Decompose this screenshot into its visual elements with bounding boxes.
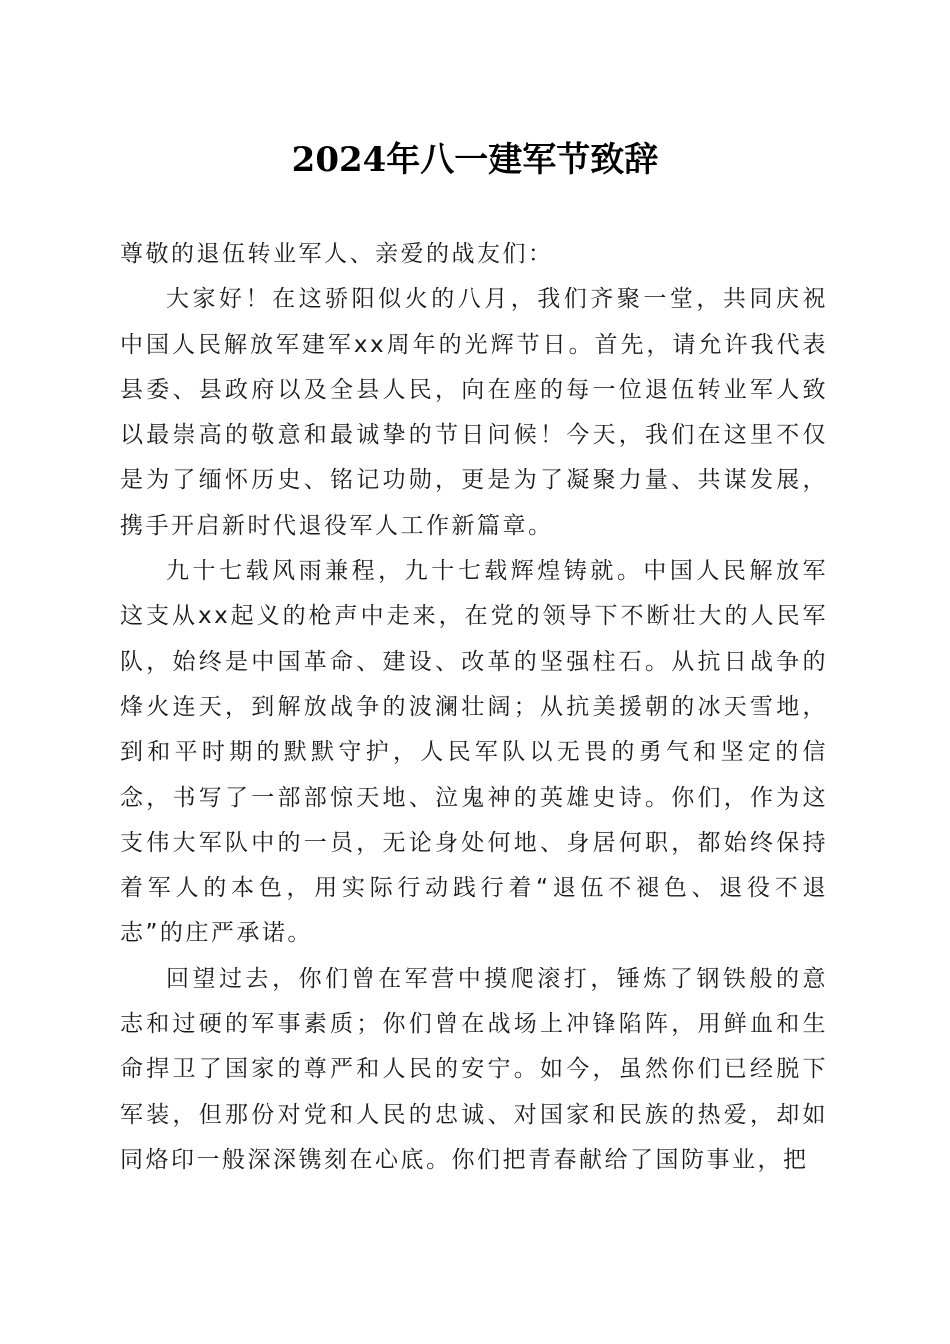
paragraph-2: 九十七载风雨兼程，九十七载辉煌铸就。中国人民解放军这支从xx起义的枪声中走来，在党的领导下不断壮大的人民军队，始终是中国革命、建设、改革的坚强柱石。从抗日战争的烽火连天，到解放战争的波澜壮阔；从抗美援朝的冰天雪地，到和平时期的默默守护，人民军队以无畏的勇气和坚定的信念，书写了一部部惊天地、泣鬼神的英雄史诗。你们，作为这支伟大军队中的一员，无论身处何地、身居何职，都始终保持着军人的本色，用实际行动践行着“退伍不褪色、退役不退志”的庄严承诺。	[120, 558, 828, 947]
salutation: 尊敬的退伍转业军人、亲爱的战友们：	[120, 241, 554, 267]
paragraph-1: 大家好！在这骄阳似火的八月，我们齐聚一堂，共同庆祝中国人民解放军建军xx周年的光辉节日。首先，请允许我代表县委、县政府以及全县人民，向在座的每一位退伍转业军人致以最崇高的敬意和最诚挚的节日问候！今天，我们在这里不仅是为了缅怀历史、铭记功勋，更是为了凝聚力量、共谋发展，携手开启新时代退役军人工作新篇章。	[120, 286, 828, 539]
document-body	[120, 232, 828, 1183]
paragraph-3: 回望过去，你们曾在军营中摸爬滚打，锤炼了钢铁般的意志和过硬的军事素质；你们曾在战场上冲锋陷阵，用鲜血和生命捍卫了国家的尊严和人民的安宁。如今，虽然你们已经脱下军装，但那份对党和人民的忠诚、对国家和民族的热爱，却如同烙印一般深深镌刻在心底。你们把青春献给了国防事业，把	[120, 965, 828, 1173]
document-title: 2024年八一建军节致辞	[291, 140, 659, 180]
